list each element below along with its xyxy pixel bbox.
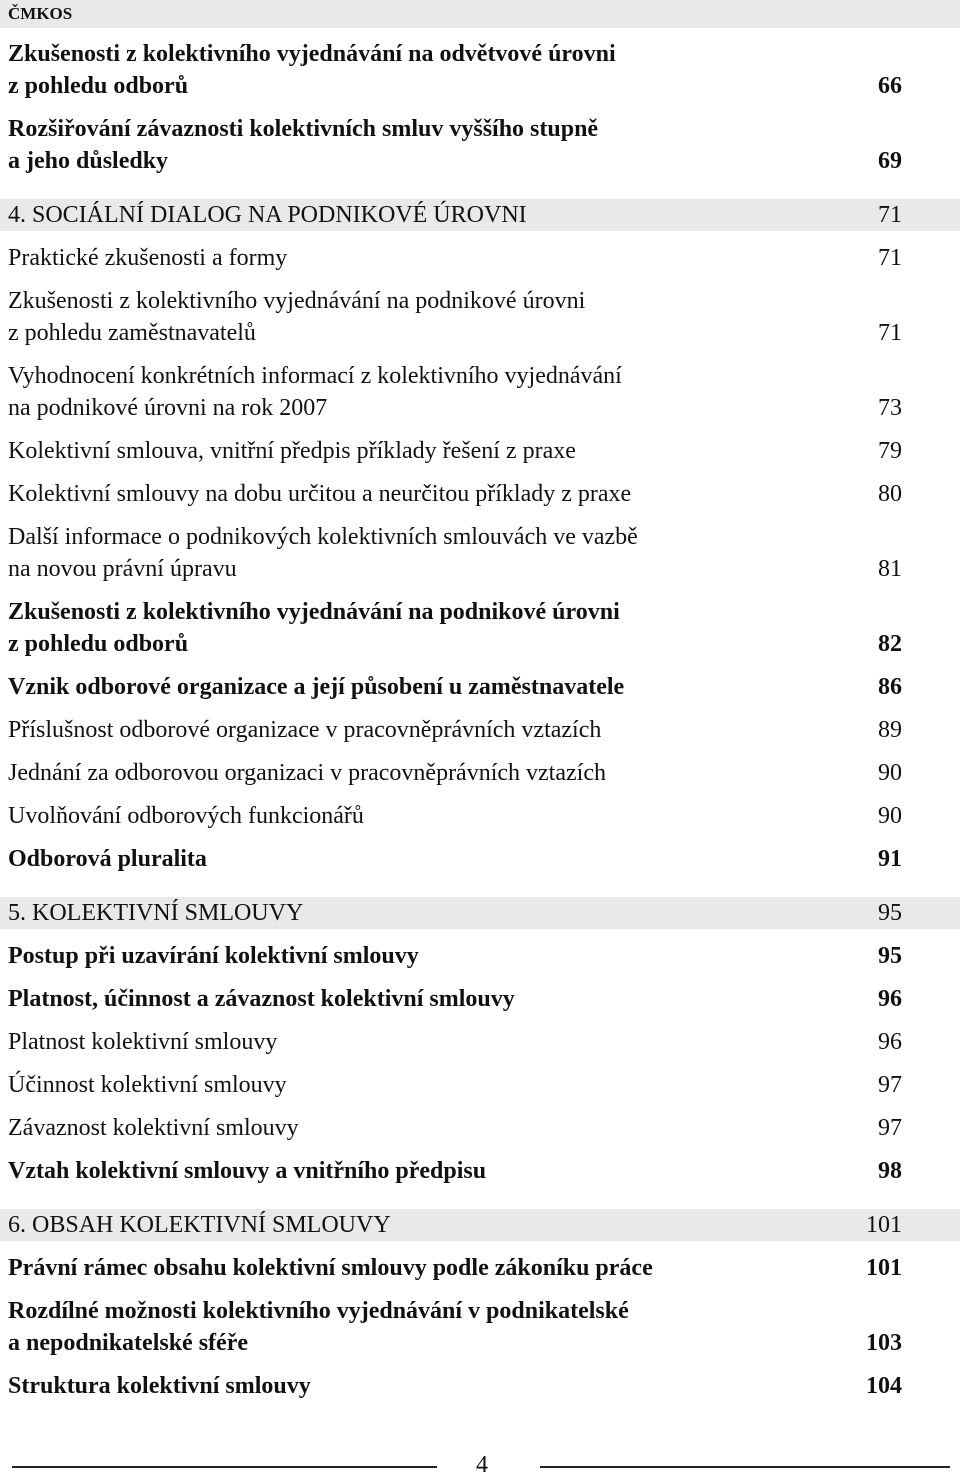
toc-entry bbox=[0, 113, 960, 177]
toc-entry-title: Rozšiřování závaznosti kolektivních smluv vyššího stupně a jeho důsledky bbox=[8, 116, 599, 174]
toc-entry-title: Platnost, účinnost a závaznost kolektivní smlouvy bbox=[8, 986, 515, 1012]
toc-entry bbox=[0, 1155, 960, 1187]
toc-entry-title: Jednání za odborovou organizaci v pracovněprávních vztazích bbox=[8, 760, 606, 786]
toc-entry-title: Rozdílné možnosti kolektivního vyjednávání v podnikatelské a nepodnikatelské sféře bbox=[8, 1298, 629, 1356]
toc-entry-title: Kolektivní smlouvy na dobu určitou a neurčitou příklady z praxe bbox=[8, 481, 632, 507]
toc-entry-title: Zkušenosti z kolektivního vyjednávání na podnikové úrovni z pohledu zaměstnavatelů bbox=[8, 288, 586, 346]
toc-entry-page: 95 bbox=[878, 900, 902, 926]
toc-entry bbox=[0, 843, 960, 875]
toc-entry-page: 69 bbox=[878, 148, 902, 174]
toc-entry-page: 97 bbox=[878, 1072, 902, 1098]
toc-entry-title: Postup při uzavírání kolektivní smlouvy bbox=[8, 943, 419, 969]
toc-entry-title: Zkušenosti z kolektivního vyjednávání na podnikové úrovni z pohledu odborů bbox=[8, 599, 620, 657]
toc-entry bbox=[0, 1069, 960, 1101]
toc-entry-title: Příslušnost odborové organizace v pracovněprávních vztazích bbox=[8, 717, 602, 743]
toc-entry-title: 6. OBSAH KOLEKTIVNÍ SMLOUVY bbox=[8, 1212, 391, 1238]
toc-entry-page: 82 bbox=[878, 631, 902, 657]
toc-entry-page: 71 bbox=[878, 202, 902, 228]
toc-entry-title: Vznik odborové organizace a její působení u zaměstnavatele bbox=[8, 674, 625, 700]
toc-entry-title: Další informace o podnikových kolektivních smlouvách ve vazbě na novou právní úpravu bbox=[8, 524, 638, 582]
toc-entry bbox=[0, 285, 960, 349]
toc-entry-page: 96 bbox=[878, 1029, 902, 1055]
toc-entry bbox=[0, 800, 960, 832]
toc-entry bbox=[0, 1112, 960, 1144]
toc-entry bbox=[0, 38, 960, 102]
toc-entries bbox=[0, 38, 960, 1402]
toc-entry-title: Účinnost kolektivní smlouvy bbox=[8, 1072, 287, 1098]
toc-entry-page: 81 bbox=[878, 556, 902, 582]
toc-entry-page: 66 bbox=[878, 73, 902, 99]
toc-entry bbox=[0, 596, 960, 660]
footer-rule-left bbox=[12, 1466, 437, 1468]
toc-entry-page: 97 bbox=[878, 1115, 902, 1141]
toc-entry-title: 5. KOLEKTIVNÍ SMLOUVY bbox=[8, 900, 304, 926]
toc-entry-page: 89 bbox=[878, 717, 902, 743]
toc-chapter-heading bbox=[0, 1209, 960, 1241]
toc-entry-page: 98 bbox=[878, 1158, 902, 1184]
header-band bbox=[0, 0, 960, 28]
toc-entry-title: 4. SOCIÁLNÍ DIALOG NA PODNIKOVÉ ÚROVNI bbox=[8, 202, 527, 228]
toc-entry-page: 73 bbox=[878, 395, 902, 421]
toc-entry-page: 101 bbox=[866, 1212, 902, 1238]
toc-entry-title: Struktura kolektivní smlouvy bbox=[8, 1373, 311, 1399]
toc-entry bbox=[0, 360, 960, 424]
toc-entry bbox=[0, 521, 960, 585]
toc-entry bbox=[0, 940, 960, 972]
toc-entry-title: Uvolňování odborových funkcionářů bbox=[8, 803, 364, 829]
toc-entry-title: Odborová pluralita bbox=[8, 846, 207, 872]
toc-entry-page: 104 bbox=[866, 1373, 902, 1399]
toc-entry-title: Kolektivní smlouva, vnitřní předpis příklady řešení z praxe bbox=[8, 438, 576, 464]
toc-entry-title: Právní rámec obsahu kolektivní smlouvy podle zákoníku práce bbox=[8, 1255, 653, 1281]
toc-entry bbox=[0, 242, 960, 274]
toc-entry-page: 80 bbox=[878, 481, 902, 507]
toc-entry-title: Vyhodnocení konkrétních informací z kolektivního vyjednávání na podnikové úrovni na rok 2007 bbox=[8, 363, 622, 421]
toc-entry bbox=[0, 757, 960, 789]
toc-entry-title: Praktické zkušenosti a formy bbox=[8, 245, 288, 271]
toc-entry-page: 91 bbox=[878, 846, 902, 872]
toc-entry-title: Platnost kolektivní smlouvy bbox=[8, 1029, 278, 1055]
header-label: ČMKOS bbox=[8, 4, 73, 23]
toc-chapter-heading bbox=[0, 199, 960, 231]
toc-entry-page: 71 bbox=[878, 245, 902, 271]
toc-entry bbox=[0, 435, 960, 467]
toc-entry-title: Zkušenosti z kolektivního vyjednávání na odvětvové úrovni z pohledu odborů bbox=[8, 41, 616, 99]
toc-entry-page: 86 bbox=[878, 674, 902, 700]
toc-entry-page: 96 bbox=[878, 986, 902, 1012]
toc-entry-page: 103 bbox=[866, 1330, 902, 1356]
toc-entry-page: 79 bbox=[878, 438, 902, 464]
toc-entry-page: 90 bbox=[878, 803, 902, 829]
toc-entry bbox=[0, 714, 960, 746]
toc-entry-title: Vztah kolektivní smlouvy a vnitřního předpisu bbox=[8, 1158, 487, 1184]
page-number: 4 bbox=[476, 1452, 488, 1478]
toc-entry-page: 101 bbox=[866, 1255, 902, 1281]
toc-entry bbox=[0, 478, 960, 510]
footer-rule-right bbox=[540, 1466, 950, 1468]
toc-entry bbox=[0, 671, 960, 703]
toc-entry bbox=[0, 983, 960, 1015]
toc-entry bbox=[0, 1252, 960, 1284]
toc-entry-title: Závaznost kolektivní smlouvy bbox=[8, 1115, 299, 1141]
toc-entry-page: 90 bbox=[878, 760, 902, 786]
toc-entry-page: 95 bbox=[878, 943, 902, 969]
toc-entry bbox=[0, 1370, 960, 1402]
toc-entry-page: 71 bbox=[878, 320, 902, 346]
toc-chapter-heading bbox=[0, 897, 960, 929]
toc-entry bbox=[0, 1026, 960, 1058]
toc-entry bbox=[0, 1295, 960, 1359]
